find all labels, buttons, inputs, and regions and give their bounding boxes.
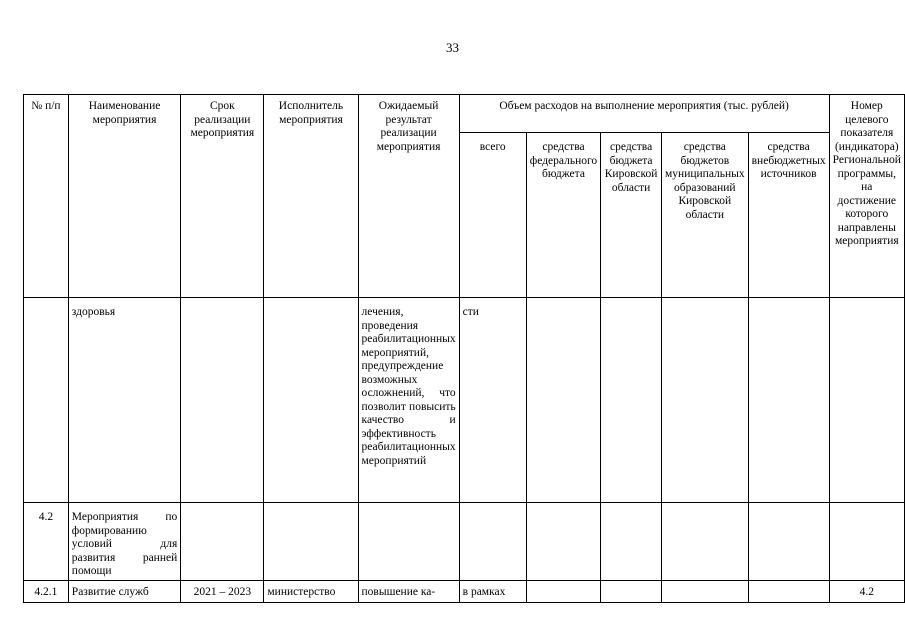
header-result: Ожидаемый результат реализации мероприятия	[358, 95, 459, 298]
cell-name: Развитие служб	[68, 580, 180, 602]
cell-extra	[748, 580, 829, 602]
cell-num: 4.2.1	[24, 580, 69, 602]
header-period: Срок реализации мероприятия	[181, 95, 264, 298]
header-indicator: Номер целевого показателя (индикатора) Региональной программы, на достижение которого направлены мероприятия	[829, 95, 904, 298]
header-federal: средства федерального бюджета	[526, 133, 600, 298]
cell-indicator	[829, 298, 904, 503]
cell-result: лечения, проведения реабилитационных мероприятий, предупреждение возможных осложнений, что позволит повысить качество и эффективность реабилитационных мероприятий	[358, 298, 459, 503]
cell-indicator	[829, 503, 904, 581]
cell-executor	[264, 503, 358, 581]
cell-regional	[601, 580, 662, 602]
cell-num	[24, 298, 69, 503]
cell-executor	[264, 298, 358, 503]
measures-table	[23, 94, 905, 603]
cell-period: 2021 – 2023	[181, 580, 264, 602]
cell-indicator: 4.2	[829, 580, 904, 602]
cell-result: повышение ка-	[358, 580, 459, 602]
header-row	[24, 95, 905, 133]
header-name: Наименование мероприятия	[68, 95, 180, 298]
cell-period	[181, 503, 264, 581]
cell-federal	[526, 298, 600, 503]
cell-total	[459, 503, 526, 581]
header-municipal: средства бюджетов муниципальных образований Кировской области	[662, 133, 749, 298]
header-extra: средства внебюджетных источников	[748, 133, 829, 298]
cell-regional	[601, 298, 662, 503]
table-row	[24, 503, 905, 581]
header-expenses: Объем расходов на выполнение мероприятия (тыс. рублей)	[459, 95, 829, 133]
cell-name: Мероприятия по формированию условий для развития ранней помощи	[68, 503, 180, 581]
cell-executor: министерство	[264, 580, 358, 602]
header-num: № п/п	[24, 95, 69, 298]
cell-regional	[601, 503, 662, 581]
cell-federal	[526, 503, 600, 581]
page-number: 33	[446, 40, 459, 55]
cell-total: в рамках	[459, 580, 526, 602]
table-row	[24, 298, 905, 503]
cell-municipal	[662, 580, 749, 602]
cell-period	[181, 298, 264, 503]
cell-name: здоровья	[68, 298, 180, 503]
cell-municipal	[662, 298, 749, 503]
table-row	[24, 580, 905, 602]
header-total: всего	[459, 133, 526, 298]
cell-result	[358, 503, 459, 581]
cell-extra	[748, 298, 829, 503]
cell-federal	[526, 580, 600, 602]
cell-municipal	[662, 503, 749, 581]
header-regional: средства бюджета Кировской области	[601, 133, 662, 298]
cell-extra	[748, 503, 829, 581]
header-executor: Исполнитель мероприятия	[264, 95, 358, 298]
cell-num: 4.2	[24, 503, 69, 581]
cell-total: сти	[459, 298, 526, 503]
